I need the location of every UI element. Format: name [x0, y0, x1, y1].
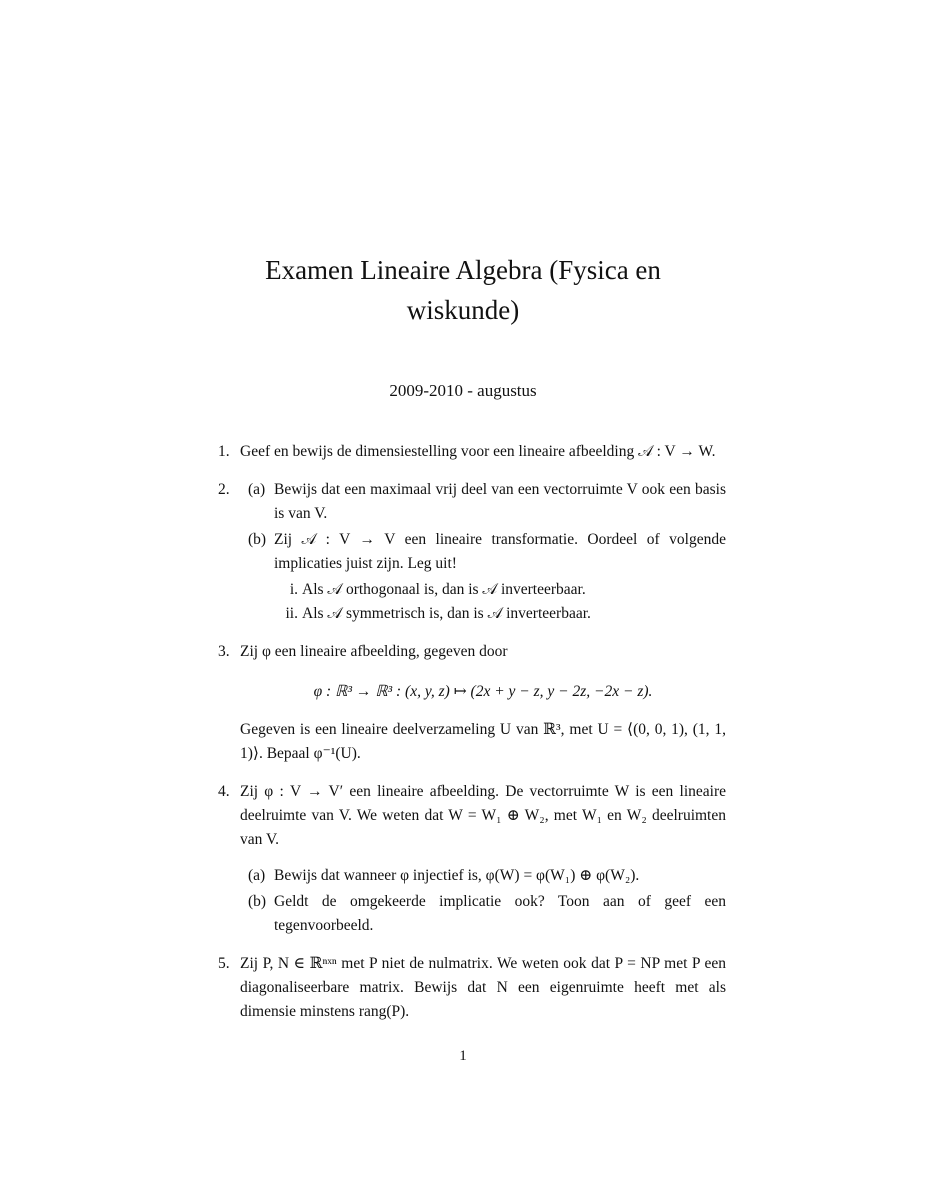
sub-item: [218, 602, 726, 626]
part-label: (b): [248, 893, 267, 910]
sub-item-text: Als 𝒜 symmetrisch is, dan is 𝒜 inverteerbaar.: [302, 605, 591, 622]
sub-item: [218, 578, 726, 602]
part-text: Zij 𝒜 : V → V een lineaire transformatie. Oordeel of volgende implicaties juist zijn. Leg uit!: [274, 531, 726, 572]
question-number: 3.: [218, 643, 230, 660]
question-text: Geef en bewijs de dimensiestelling voor een lineaire afbeelding 𝒜 : V → W.: [240, 443, 716, 460]
sub-item-label: ii.: [285, 605, 298, 622]
question-part: [218, 890, 726, 938]
question-3: [218, 640, 726, 766]
question-list: [218, 440, 726, 1038]
part-label: (b): [248, 531, 267, 548]
sub-item-text: Als 𝒜 orthogonaal is, dan is 𝒜 inverteerbaar.: [302, 581, 586, 598]
part-label: (a): [248, 481, 266, 498]
question-text: Gegeven is een lineaire deelverzameling U van ℝ³, met U = ⟨(0, 0, 1), (1, 1, 1)⟩. Bepaal φ⁻¹(U).: [240, 721, 726, 762]
question-number: 4.: [218, 783, 230, 800]
part-label: (a): [248, 867, 266, 884]
exam-date: 2009-2010 - augustus: [389, 381, 537, 400]
question-number: 2.: [218, 481, 230, 498]
page-number: 1: [459, 1048, 467, 1064]
question-5: [218, 952, 726, 1024]
sub-item-label: i.: [289, 581, 298, 598]
question-1: [218, 440, 726, 464]
page-title: [0, 250, 926, 330]
part-text: Bewijs dat een maximaal vrij deel van een vectorruimte V ook een basis is van V.: [274, 481, 726, 522]
part-text: Bewijs dat wanneer φ injectief is, φ(W) = φ(W₁) ⊕ φ(W₂).: [274, 867, 640, 884]
question-text: Zij φ : V → V′ een lineaire afbeelding. De vectorruimte W is een lineaire deelruimte van V. We weten dat W = W₁ ⊕ W₂, met W₁ en W₂ deelruimten van V.: [240, 783, 726, 848]
question-number: 1.: [218, 443, 230, 460]
part-text: Geldt de omgekeerde implicatie ook? Toon aan of geef een tegenvoorbeeld.: [274, 893, 726, 934]
question-number: 5.: [218, 955, 230, 972]
page-title-line-1: Examen Lineaire Algebra (Fysica en: [265, 255, 661, 285]
question-intro: Zij φ een lineaire afbeelding, gegeven door: [240, 643, 508, 660]
page-title-line-2: wiskunde): [406, 295, 520, 325]
question-2: [218, 478, 726, 626]
display-formula: φ : ℝ³ → ℝ³ : (x, y, z) ↦ (2x + y − z, y − 2z, −2x − z).: [313, 683, 653, 700]
question-part: [218, 864, 726, 888]
question-part: [218, 528, 726, 576]
question-part: [218, 478, 726, 526]
question-text: Zij P, N ∈ ℝⁿˣⁿ met P niet de nulmatrix. We weten ook dat P = NP met P een diagonaliseerbare matrix. Bewijs dat N een eigenruimte heeft met als dimensie minstens rang(P).: [240, 955, 726, 1020]
question-4: [218, 780, 726, 938]
